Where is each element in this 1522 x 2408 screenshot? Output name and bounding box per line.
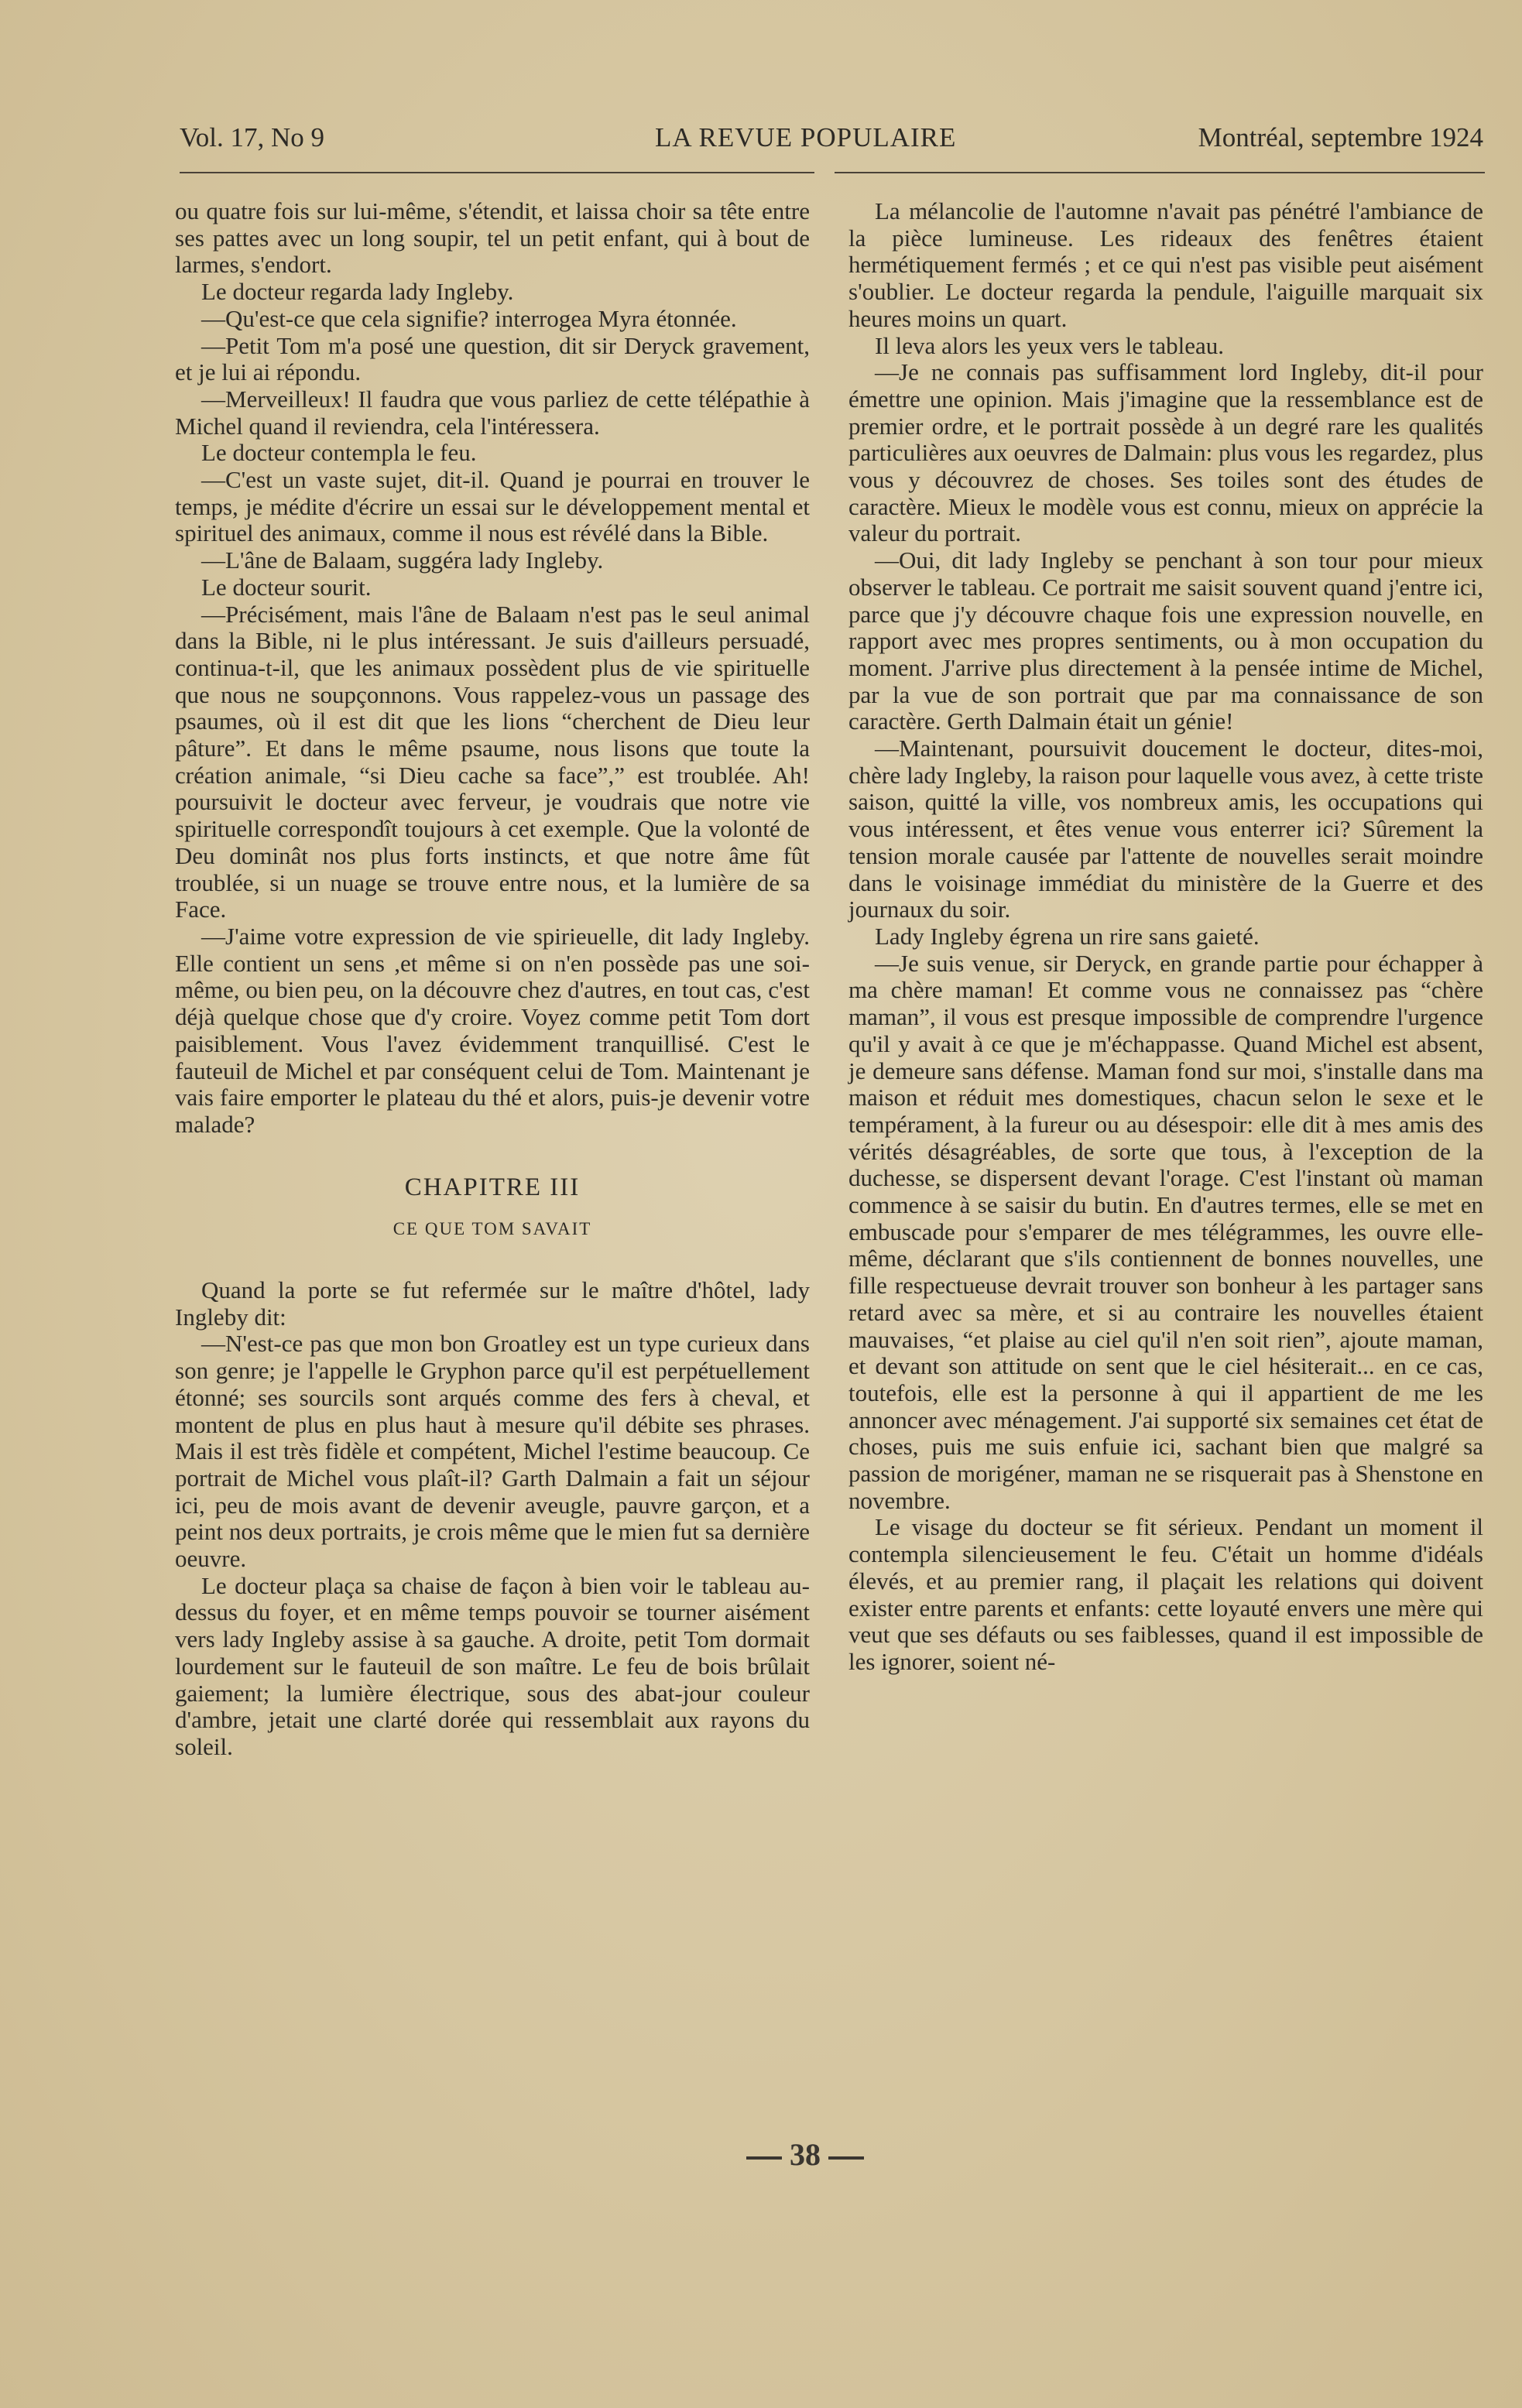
paragraph: ou quatre fois sur lui-même, s'étendit, et laissa choir sa tête entre ses pattes avec un long soupir, tel un petit enfant, qui à bout de larmes, s'endort. (175, 197, 810, 279)
paragraph: Il leva alors les yeux vers le tableau. (875, 331, 1225, 359)
paragraph: Le docteur regarda lady Ingleby. (201, 278, 514, 306)
paragraph: —N'est-ce pas que mon bon Groatley est un type curieux dans son genre; je l'appelle le Gryphon parce qu'il est perpétuellement étonné; ses sourcils sont arqués comme des fers à cheval, et montent de plus en plus haut à mesure qu'il débite ses phrases. Mais il est très fidèle et compétent, Michel l'estime beaucoup. Ce portrait de Michel vous plaît-il? Garth Dalmain a fait un séjour ici, peu de mois avant de devenir aveugle, pauvre garçon, et a peint nos deux portraits, je crois même que le mien fut sa dernière oeuvre. (175, 1330, 810, 1573)
page-number (728, 2136, 883, 2173)
folio-dash-left (746, 2156, 782, 2160)
paragraph: —C'est un vaste sujet, dit-il. Quand je pourrai en trouver le temps, je médite d'écrire un essai sur le développement mental et spirituel des animaux, comme il nous est révélé dans la Bible. (175, 466, 810, 547)
folio-dash-right (828, 2156, 864, 2160)
paragraph: —Je suis venue, sir Deryck, en grande partie pour échapper à ma chère maman! Et comme vous ne connaissez pas “chère maman”, il vous est presque impossible de comprendre l'urgence qu'il y avait à ce que je m'échappasse. Quand Michel est absent, je demeure sans défense. Maman fond sur moi, s'installe dans ma maison et réduit mes domestiques, chacun selon le sexe et le tempérament, à la fureur ou au désespoir: elle dit à mes amis des vérités désagréables, de sorte que tous, à l'exception de la duchesse, se dispersent devant l'orage. C'est l'instant où maman commence à se saisir du butin. En d'autres termes, elle se met en embuscade pour s'emparer de mes télégrammes, les ouvre elle-même, déclarant que s'ils contiennent de bonnes nouvelles, une fille respectueuse devrait trouver son bonheur à les partager sans retard avec sa mère, et si au contraire les nouvelles étaient mauvaises, “et plaise au ciel qu'il n'en soit rien”, ajoute maman, et devant son attitude on sent que le ciel hésiterait... en ce cas, toutefois, elle est la personne à qui il appartient de me les annoncer avec ménagement. J'ai supporté six semaines cet état de choses, puis me suis enfuie ici, sachant bien que malgré sa passion de morigéner, maman ne se risquerait pas à Shenstone en novembre. (848, 949, 1483, 1514)
page-header (175, 122, 1483, 161)
volume-number: Vol. 17, No 9 (180, 122, 325, 152)
paragraph: La mélancolie de l'automne n'avait pas pénétré l'ambiance de la pièce lumineuse. Les rideaux des fenêtres étaient hermétiquement fermés ; et ce qui n'est pas visible peut aisément s'oublier. Le docteur regarda la pendule, l'aiguille marquait six heures moins un quart. (848, 197, 1483, 332)
paragraph: Le docteur sourit. (201, 573, 372, 601)
header-rule-left (180, 172, 814, 173)
header-rule-right (835, 172, 1485, 173)
paragraph: —Je ne connais pas suffisamment lord Ingleby, dit-il pour émettre une opinion. Mais j'imagine que la ressemblance est de premier ordre, et le portrait possède à un degré rare les qualités particulières aux oeuvres de Dalmain: plus vous les regardez, plus vous y découvrez de choses. Ses toiles sont des études de caractère. Mieux le modèle vous est connu, mieux on apprécie la valeur du portrait. (848, 358, 1483, 547)
paragraph: —Précisément, mais l'âne de Balaam n'est pas le seul animal dans la Bible, ni le plus intéressant. Je suis d'ailleurs persuadé, continua-t-il, que les animaux possèdent plus de vie spirituelle que nous ne soupçonnons. Vous rappelez-vous un passage des psaumes, où il est dit que les lions “cherchent de Dieu leur pâture”. Et dans le même psaume, nous lisons que toute la création animale, “si Dieu cache sa face”,” est troublée. Ah! poursuivit le docteur avec ferveur, je voudrais que notre vie spirituelle correspondît toujours à cet exemple. Que la volonté de Deu dominât nos plus forts instincts, et que notre âme fût troublée, si un nuage se trouve entre nous, et la lumière de sa Face. (175, 600, 810, 923)
paragraph: Quand la porte se fut refermée sur le maître d'hôtel, lady Ingleby dit: (175, 1276, 810, 1331)
paragraph: —Oui, dit lady Ingleby se penchant à son tour pour mieux observer le tableau. Ce portrait me saisit souvent quand j'entre ici, parce que j'y découvre chaque fois une expression nouvelle, en rapport avec mes propres sentiments, ou à mon occupation du moment. J'arrive plus directement à la pensée intime de Michel, par la vue de son portrait que par ma connaissance de son caractère. Gerth Dalmain était un génie! (848, 546, 1483, 735)
paragraph: Le docteur plaça sa chaise de façon à bien voir le tableau au-dessus du foyer, et en même temps pouvoir se tourner aisément vers lady Ingleby assise à sa gauche. A droite, petit Tom dormait lourdement sur le fauteuil de son maître. Le feu de bois brûlait gaiement; la lumière électrique, sous des abat-jour couleur d'ambre, jetait une clarté dorée qui ressemblait aux rayons du soleil. (175, 1571, 810, 1760)
paragraph: —Petit Tom m'a posé une question, dit sir Deryck gravement, et je lui ai répondu. (175, 331, 810, 386)
paragraph: —J'aime votre expression de vie spirieuelle, dit lady Ingleby. Elle contient un sens ,et même si on n'en possède pas une soi-même, ou bien peu, on la découvre chez d'autres, en tout cas, c'est déjà quelque chose que d'y croire. Voyez comme petit Tom dort paisiblement. Vous l'avez évidemment tranquillisé. C'est le fauteuil de Michel et par conséquent celui de Tom. Maintenant je vais faire emporter le plateau du thé et alors, puis-je devenir votre malade? (175, 922, 810, 1138)
paragraph: —Qu'est-ce que cela signifie? interrogea Myra étonnée. (201, 304, 737, 332)
paragraph: —Maintenant, poursuivit doucement le docteur, dites-moi, chère lady Ingleby, la raison pour laquelle vous avez, à cette triste saison, quitté la ville, vos nombreux amis, les occupations qui vous intéressent, et êtes venue vous enterrer ici? Sûrement la tension morale causée par l'attente de nouvelles serait moindre dans le voisinage immédiat du ministère de la Guerre et des journaux du soir. (848, 735, 1483, 923)
paragraph: —Merveilleux! Il faudra que vous parliez de cette télépathie à Michel quand il reviendra, cela l'intéressera. (175, 385, 810, 440)
left-column (175, 198, 810, 1761)
right-column (848, 198, 1483, 1676)
page-number-value: 38 (790, 2137, 821, 2172)
paragraph: —L'âne de Balaam, suggéra lady Ingleby. (201, 546, 604, 574)
paragraph: Le visage du docteur se fit sérieux. Pendant un moment il contempla silencieusement le feu. C'était un homme d'idéals élevés, et au premier rang, il plaçait les relations qui doivent exister entre parents et enfants: cette loyauté envers une mère qui veut que ses défauts ou ses faiblesses, quand il est impossible de les ignorer, soient né- (848, 1513, 1483, 1675)
place-and-date: Montréal, septembre 1924 (1198, 122, 1483, 152)
paragraph: Le docteur contempla le feu. (201, 439, 477, 467)
publication-title: LA REVUE POPULAIRE (655, 122, 957, 152)
chapter-subtitle: CE QUE TOM SAVAIT (392, 1219, 592, 1239)
chapter-title: CHAPITRE III (404, 1173, 581, 1201)
paragraph: Lady Ingleby égrena un rire sans gaieté. (875, 922, 1260, 950)
